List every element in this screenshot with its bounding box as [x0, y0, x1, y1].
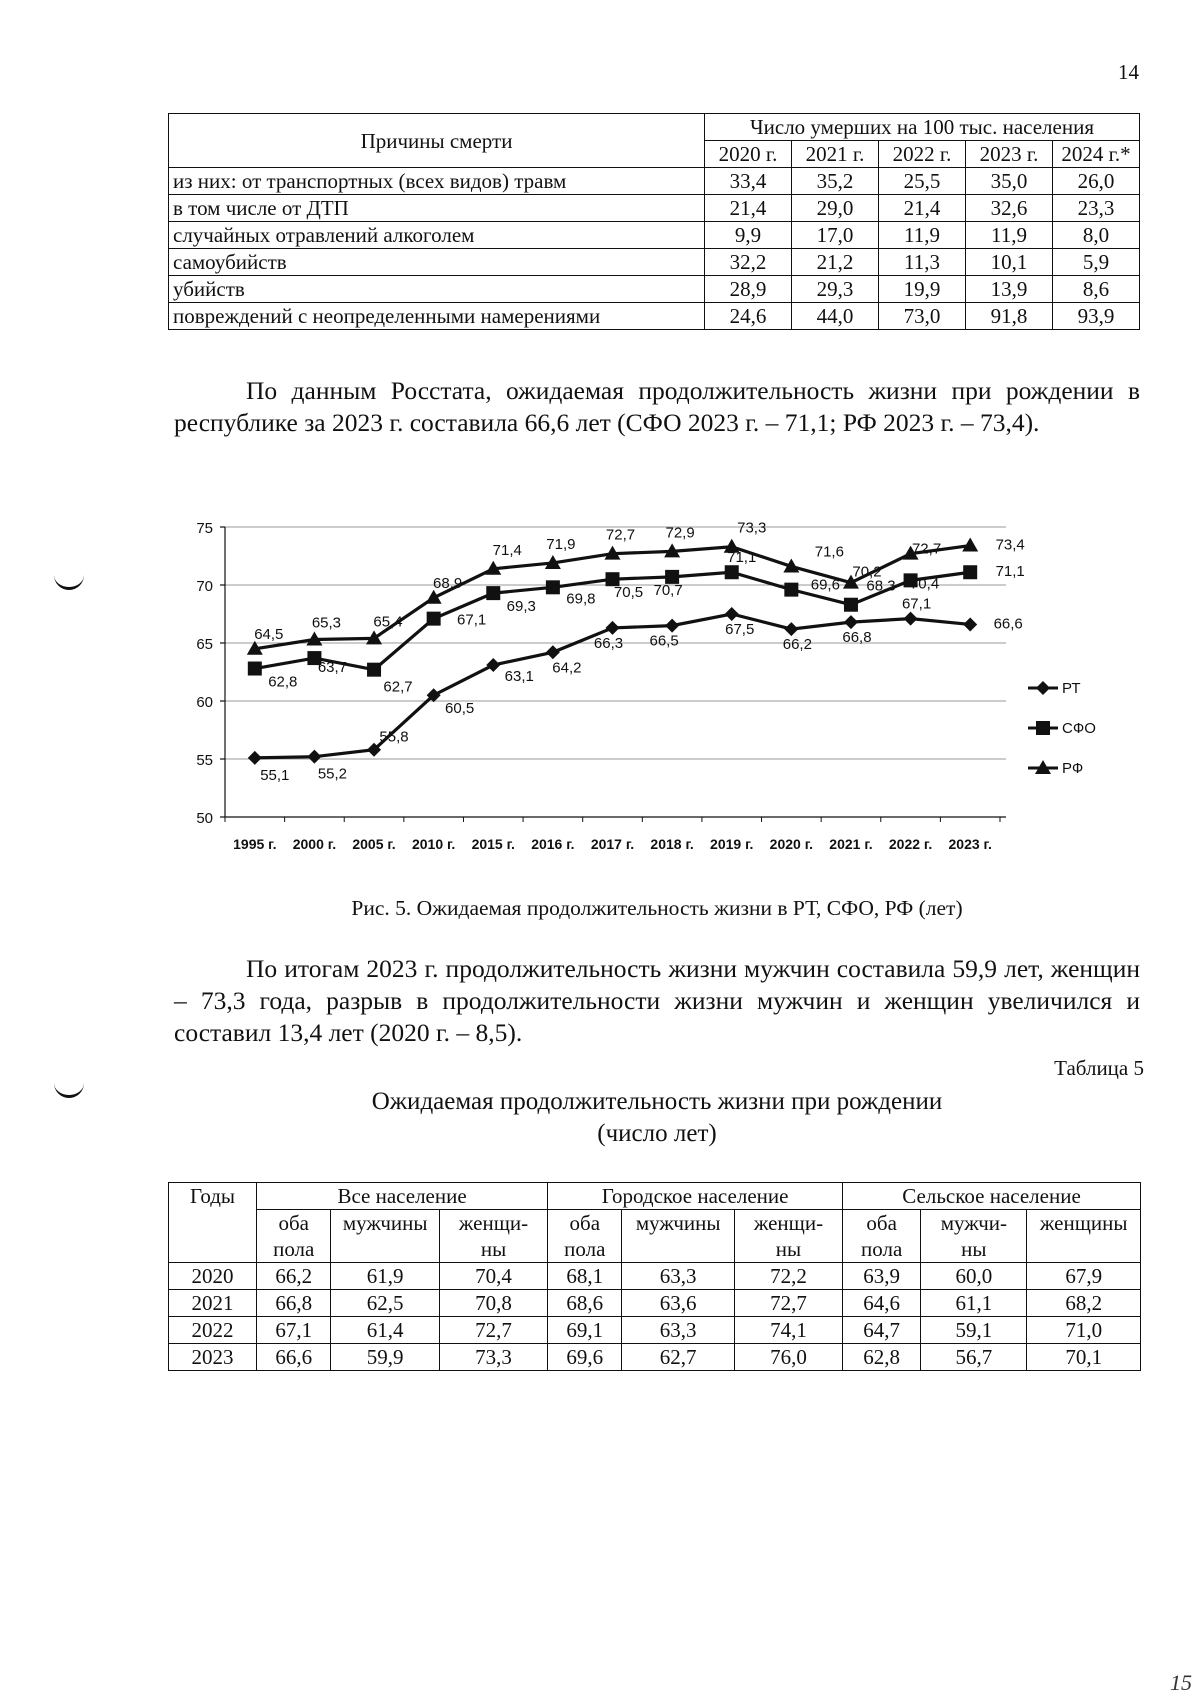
page-number: 14	[1118, 60, 1139, 84]
paragraph-text: По итогам 2023 г. продолжительность жизни мужчин составила 59,9 лет, женщин – 73,3 года, разрыв в продолжительности жизни мужчин и женщин увеличился и составил 13,4 лет (2020 г. – 8,5).	[174, 954, 1140, 1047]
rate-cell: 8,6	[1053, 276, 1140, 303]
rate-cell: 23,3	[1053, 195, 1140, 222]
year-header: 2023 г.	[966, 141, 1053, 168]
data-label: 62,7	[383, 678, 413, 696]
data-point	[665, 619, 679, 633]
data-point	[367, 663, 381, 677]
rate-cell: 9,9	[705, 222, 792, 249]
legend-label: РТ	[1062, 680, 1081, 697]
value-cell: 62,8	[843, 1344, 921, 1371]
sub-header-line: мужчины	[635, 1211, 721, 1235]
data-point	[784, 622, 798, 636]
value-cell: 66,6	[257, 1344, 331, 1371]
legend-label: РФ	[1062, 760, 1084, 777]
data-label: 66,2	[782, 636, 812, 654]
rate-header: Число умерших на 100 тыс. населения	[705, 114, 1140, 141]
data-label: 69,3	[506, 598, 536, 616]
table-row	[169, 303, 1140, 330]
value-cell: 62,5	[331, 1290, 440, 1317]
data-label: 64,5	[254, 625, 284, 643]
x-tick-label: 2019 г.	[710, 836, 754, 852]
x-tick-label: 2015 г.	[471, 836, 515, 852]
y-tick-label: 65	[196, 636, 213, 653]
life-expectancy-chart	[150, 505, 1100, 875]
data-point	[486, 586, 500, 600]
data-label: 63,7	[317, 659, 348, 677]
rate-cell: 11,9	[966, 222, 1053, 249]
data-label: 67,5	[725, 621, 755, 638]
rate-cell: 35,2	[792, 168, 879, 195]
sub-header-line: женщи-	[458, 1211, 529, 1235]
rate-cell: 19,9	[879, 276, 966, 303]
sub-header-line	[1031, 1236, 1136, 1262]
y-tick-label: 50	[196, 810, 213, 827]
y-tick-label: 60	[196, 694, 213, 711]
x-tick-label: 2022 г.	[888, 836, 933, 852]
y-tick-label: 70	[196, 578, 213, 595]
sub-header-line: мужчи-	[940, 1211, 1007, 1235]
data-label: 68,3	[866, 577, 896, 595]
year-header: 2024 г.*	[1053, 141, 1140, 168]
year-cell: 2023	[169, 1344, 257, 1371]
value-cell: 59,1	[921, 1317, 1027, 1344]
rate-cell: 73,0	[879, 303, 966, 330]
table-row	[169, 1263, 1141, 1290]
sub-header-line	[335, 1236, 435, 1262]
rate-cell: 35,0	[966, 168, 1053, 195]
data-point	[963, 565, 977, 579]
cause-label: повреждений с неопределенными намерениями	[169, 303, 705, 330]
sub-header-line: оба	[569, 1211, 601, 1235]
sub-header-line: оба	[278, 1211, 309, 1235]
value-cell: 63,9	[843, 1263, 921, 1290]
value-cell: 71,0	[1027, 1317, 1141, 1344]
year-cell: 2022	[169, 1317, 257, 1344]
y-tick-label: 55	[196, 752, 213, 769]
data-point	[844, 598, 858, 612]
value-cell: 61,1	[921, 1290, 1027, 1317]
legend-label: СФО	[1062, 720, 1096, 737]
paragraph-text: По данным Росстата, ожидаемая продолжительность жизни при рождении в республике за 2023 г. составила 66,6 лет (СФО 2023 г. – 71,1; РФ 2023 г. – 73,4).	[174, 376, 1140, 437]
value-cell: 62,7	[622, 1344, 734, 1371]
data-label: 67,1	[457, 611, 487, 629]
rate-cell: 25,5	[879, 168, 966, 195]
value-cell: 73,3	[439, 1344, 547, 1371]
table-title	[174, 1086, 1140, 1150]
data-label: 70,5	[613, 584, 644, 602]
figure-caption: Рис. 5. Ожидаемая продолжительность жизни в РТ, СФО, РФ (лет)	[351, 896, 963, 920]
table-row	[169, 249, 1140, 276]
x-tick-label: 2021 г.	[829, 836, 873, 852]
value-cell: 74,1	[734, 1317, 842, 1344]
table-row	[169, 168, 1140, 195]
value-cell: 66,8	[257, 1290, 331, 1317]
cause-label: случайных отравлений алкоголем	[169, 222, 705, 249]
table-title-text: Ожидаемая продолжительность жизни при рождении	[371, 1088, 943, 1115]
sub-header-line: женщины	[1039, 1211, 1128, 1235]
cause-label: из них: от транспортных (всех видов) травм	[169, 168, 705, 195]
value-cell: 63,3	[622, 1317, 734, 1344]
data-label: 63,1	[504, 668, 534, 686]
corner-note: 15	[1170, 1670, 1192, 1695]
sub-header-line: оба	[866, 1211, 897, 1235]
data-label: 72,7	[605, 526, 636, 544]
data-label: 68,9	[433, 574, 463, 592]
value-cell: 69,6	[548, 1344, 622, 1371]
data-point	[844, 615, 858, 629]
year-header: 2022 г.	[879, 141, 966, 168]
data-point	[307, 750, 321, 764]
data-label: 71,1	[995, 563, 1025, 581]
x-tick-label: 2000 г.	[292, 836, 337, 852]
group-header: Городское население	[548, 1183, 843, 1210]
data-point	[784, 583, 798, 597]
data-point	[904, 612, 918, 626]
data-label: 55,1	[260, 766, 290, 784]
sub-header-line: ны	[961, 1237, 987, 1261]
legend-marker	[1036, 681, 1050, 695]
data-point	[725, 607, 739, 621]
data-label: 69,6	[810, 576, 840, 594]
value-cell: 72,7	[734, 1290, 842, 1317]
year-cell: 2021	[169, 1290, 257, 1317]
data-label: 55,8	[379, 728, 409, 746]
data-label: 65,3	[311, 614, 342, 632]
rate-cell: 32,6	[966, 195, 1053, 222]
table-row	[169, 1290, 1141, 1317]
value-cell: 68,6	[548, 1290, 622, 1317]
data-label: 73,4	[995, 536, 1025, 554]
causes-of-death-table	[168, 113, 1140, 330]
value-cell: 72,7	[439, 1317, 547, 1344]
x-tick-label: 2005 г.	[352, 836, 396, 852]
rate-cell: 5,9	[1053, 249, 1140, 276]
sub-header-line: пола	[564, 1237, 606, 1261]
table-row	[169, 222, 1140, 249]
value-cell: 63,6	[622, 1290, 734, 1317]
data-point	[546, 580, 560, 594]
rate-cell: 32,2	[705, 249, 792, 276]
data-point	[248, 662, 262, 676]
value-cell: 69,1	[548, 1317, 622, 1344]
sub-header	[734, 1210, 842, 1263]
value-cell: 67,1	[257, 1317, 331, 1344]
x-tick-label: 2018 г.	[650, 836, 694, 852]
cause-label: убийств	[169, 276, 705, 303]
data-label: 72,9	[665, 524, 695, 542]
value-cell: 67,9	[1027, 1263, 1141, 1290]
group-header: Все население	[257, 1183, 548, 1210]
year-cell: 2020	[169, 1263, 257, 1290]
year-header: 2020 г.	[705, 141, 792, 168]
rate-cell: 21,2	[792, 249, 879, 276]
value-cell: 56,7	[921, 1344, 1027, 1371]
sub-header-line	[626, 1236, 729, 1262]
data-label: 70,2	[852, 563, 882, 581]
data-label: 67,1	[901, 595, 932, 613]
rate-cell: 21,4	[879, 195, 966, 222]
paragraph-life-expectancy	[174, 375, 1140, 439]
rate-cell: 8,0	[1053, 222, 1140, 249]
sub-header-line: ны	[775, 1237, 802, 1261]
data-point	[427, 612, 441, 626]
table-row	[169, 276, 1140, 303]
years-header: Годы	[169, 1183, 257, 1263]
data-point	[248, 751, 262, 765]
data-label: 70,4	[909, 575, 940, 593]
causes-header: Причины смерти	[169, 114, 705, 168]
x-tick-label: 2023 г.	[948, 836, 992, 852]
sub-header-line: пола	[861, 1237, 903, 1261]
x-tick-label: 1995 г.	[233, 836, 277, 852]
rate-cell: 11,9	[879, 222, 966, 249]
value-cell: 63,3	[622, 1263, 734, 1290]
rate-cell: 93,9	[1053, 303, 1140, 330]
data-label: 65,4	[373, 613, 403, 631]
year-header: 2021 г.	[792, 141, 879, 168]
data-label: 62,8	[268, 673, 298, 691]
data-label: 60,5	[445, 700, 475, 718]
data-label: 66,5	[649, 632, 679, 650]
sub-header	[843, 1210, 921, 1263]
sub-header-line: пола	[273, 1237, 315, 1261]
x-tick-label: 2017 г.	[590, 836, 635, 852]
sub-header	[331, 1210, 440, 1263]
rate-cell: 28,9	[705, 276, 792, 303]
value-cell: 66,2	[257, 1263, 331, 1290]
table-row	[169, 1317, 1141, 1344]
x-tick-label: 2010 г.	[411, 836, 456, 852]
data-label: 70,7	[653, 581, 683, 599]
value-cell: 61,9	[331, 1263, 440, 1290]
value-cell: 76,0	[734, 1344, 842, 1371]
data-label: 73,3	[737, 519, 767, 537]
value-cell: 70,1	[1027, 1344, 1141, 1371]
table-row	[169, 195, 1140, 222]
data-label: 69,8	[566, 590, 596, 608]
sub-header	[439, 1210, 547, 1263]
data-label: 71,9	[546, 535, 576, 553]
cause-label: самоубийств	[169, 249, 705, 276]
sub-header	[548, 1210, 622, 1263]
x-tick-label: 2016 г.	[531, 836, 575, 852]
table-number: Таблица 5	[1054, 1056, 1144, 1080]
value-cell: 68,1	[548, 1263, 622, 1290]
value-cell: 60,0	[921, 1263, 1027, 1290]
rate-cell: 29,3	[792, 276, 879, 303]
paragraph-gender-gap	[174, 953, 1140, 1049]
value-cell: 72,2	[734, 1263, 842, 1290]
rate-cell: 29,0	[792, 195, 879, 222]
margin-mark	[54, 575, 84, 590]
sub-header	[257, 1210, 331, 1263]
data-point	[606, 621, 620, 635]
rate-cell: 10,1	[966, 249, 1053, 276]
y-tick-label: 75	[196, 520, 213, 537]
data-label: 66,6	[993, 615, 1023, 633]
sub-header-line: женщи-	[753, 1211, 824, 1235]
value-cell: 70,4	[439, 1263, 547, 1290]
rate-cell: 91,8	[966, 303, 1053, 330]
rate-cell: 13,9	[966, 276, 1053, 303]
data-point	[963, 617, 977, 631]
value-cell: 64,6	[843, 1290, 921, 1317]
rate-cell: 33,4	[705, 168, 792, 195]
data-label: 71,1	[727, 549, 757, 567]
value-cell: 68,2	[1027, 1290, 1141, 1317]
life-expectancy-table	[168, 1182, 1141, 1371]
rate-cell: 21,4	[705, 195, 792, 222]
value-cell: 70,8	[439, 1290, 547, 1317]
legend-marker	[1036, 721, 1050, 735]
data-point	[962, 538, 978, 552]
value-cell: 64,7	[843, 1317, 921, 1344]
data-label: 66,8	[842, 629, 872, 647]
data-point	[725, 565, 739, 579]
data-label: 55,2	[317, 765, 348, 783]
rate-cell: 17,0	[792, 222, 879, 249]
table-row	[169, 1344, 1141, 1371]
data-point	[486, 658, 500, 672]
value-cell: 59,9	[331, 1344, 440, 1371]
rate-cell: 24,6	[705, 303, 792, 330]
data-label: 72,7	[911, 540, 942, 558]
data-label: 64,2	[552, 659, 582, 677]
rate-cell: 26,0	[1053, 168, 1140, 195]
group-header: Сельское население	[843, 1183, 1141, 1210]
data-label: 66,3	[593, 634, 624, 652]
rate-cell: 11,3	[879, 249, 966, 276]
rate-cell: 44,0	[792, 303, 879, 330]
sub-header	[1027, 1210, 1141, 1263]
x-tick-label: 2020 г.	[769, 836, 814, 852]
data-label: 71,6	[814, 543, 844, 561]
sub-header	[622, 1210, 734, 1263]
data-point	[546, 645, 560, 659]
table-subtitle: (число лет)	[597, 1120, 717, 1147]
sub-header	[921, 1210, 1027, 1263]
data-label: 71,4	[492, 541, 522, 559]
sub-header-line: мужчины	[342, 1211, 428, 1235]
cause-label: в том числе от ДТП	[169, 195, 705, 222]
value-cell: 61,4	[331, 1317, 440, 1344]
sub-header-line: ны	[480, 1237, 507, 1261]
margin-mark	[54, 1083, 84, 1098]
